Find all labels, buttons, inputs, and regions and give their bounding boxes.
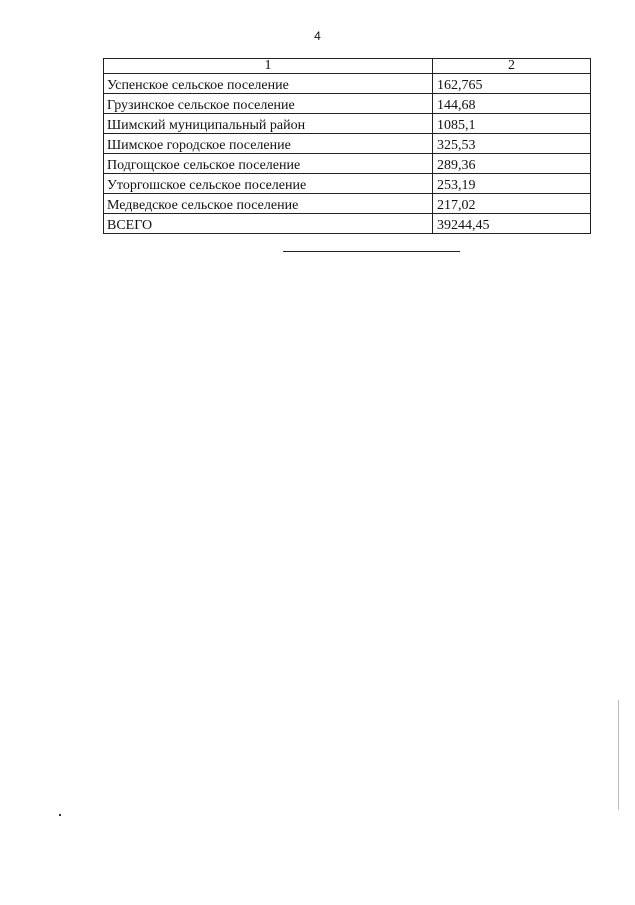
settlement-value: 289,36 (433, 154, 591, 174)
end-separator-line (283, 251, 460, 252)
table-total-row (104, 214, 591, 234)
settlement-name: Успенское сельское поселение (104, 74, 433, 94)
table-row (104, 174, 591, 194)
total-value: 39244,45 (433, 214, 591, 234)
table-row (104, 114, 591, 134)
settlement-value: 162,765 (433, 74, 591, 94)
settlement-name: Медведское сельское поселение (104, 194, 433, 214)
page-number: 4 (314, 29, 321, 43)
scan-speck (59, 814, 61, 816)
scan-edge-mark (618, 700, 619, 810)
table-row (104, 94, 591, 114)
settlement-value: 1085,1 (433, 114, 591, 134)
table-row (104, 194, 591, 214)
table-row (104, 74, 591, 94)
settlement-name: Шимский муниципальный район (104, 114, 433, 134)
settlement-value: 325,53 (433, 134, 591, 154)
settlement-value: 217,02 (433, 194, 591, 214)
total-label: ВСЕГО (104, 214, 433, 234)
settlement-value: 253,19 (433, 174, 591, 194)
column-header-2: 2 (433, 59, 591, 74)
settlement-value: 144,68 (433, 94, 591, 114)
settlement-name: Шимское городское поселение (104, 134, 433, 154)
column-header-1: 1 (104, 59, 433, 74)
settlement-name: Подгощское сельское поселение (104, 154, 433, 174)
settlement-name: Грузинское сельское поселение (104, 94, 433, 114)
table-header-row (104, 59, 591, 74)
data-table (103, 58, 591, 234)
table-row (104, 134, 591, 154)
table-row (104, 154, 591, 174)
settlement-name: Уторгошское сельское поселение (104, 174, 433, 194)
